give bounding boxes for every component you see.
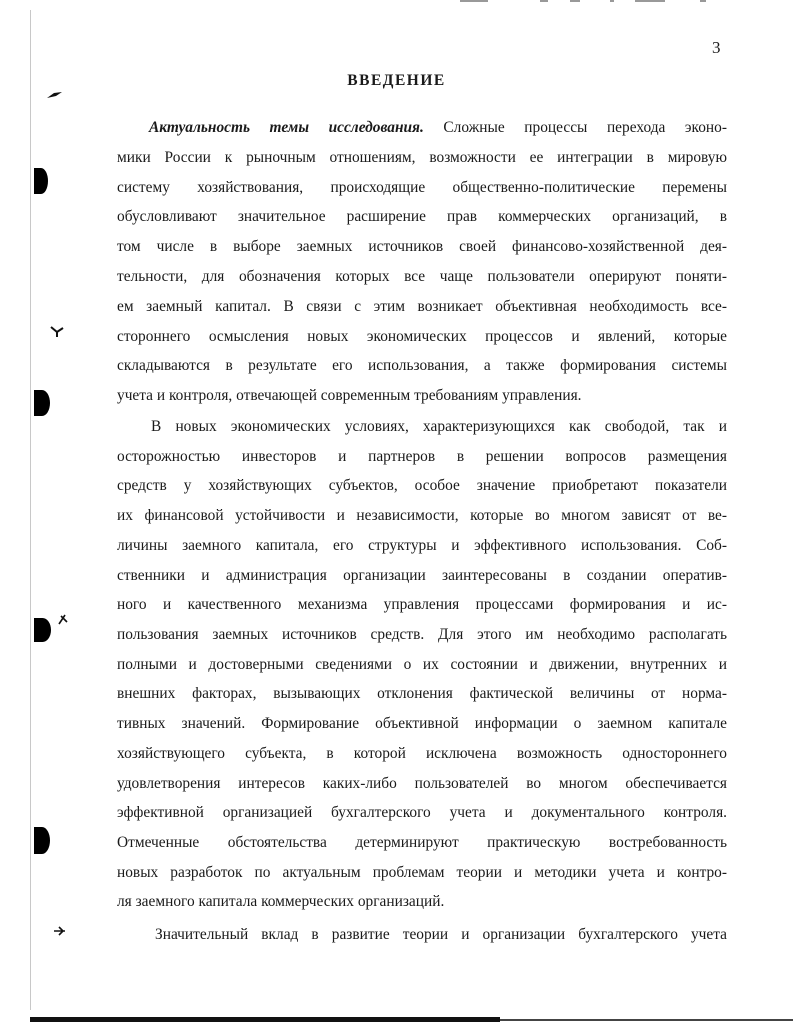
text-line: ем заемный капитал. В связи с этим возникает объективная необходимость все- [117, 298, 727, 315]
scan-bottom-border-thin [500, 1019, 793, 1021]
text-line: личины заемного капитала, его структуры и эффективного использования. Соб- [117, 537, 727, 554]
text-line: их финансовой устойчивости и независимости, которые во многом зависят от ве- [117, 507, 727, 524]
page-title: ВВЕДЕНИЕ [347, 72, 446, 89]
margin-speck-icon [57, 612, 69, 626]
margin-speck-icon [46, 90, 64, 102]
text-line: эффективной организацией бухгалтерского учета и документального контроля. [117, 804, 727, 821]
margin-speck-icon [50, 326, 64, 338]
text-line: пользования заемных источников средств. Для этого им необходимо располагать [117, 626, 727, 643]
text-line: хозяйствующего субъекта, в которой исключена возможность одностороннего [117, 745, 727, 762]
text-line: том числе в выборе заемных источников своей финансово-хозяйственной дея- [117, 238, 727, 255]
text-line: Отмеченные обстоятельства детерминируют практическую востребованность [117, 834, 727, 851]
text-line: ственники и администрация организации заинтересованы в создании оператив- [117, 567, 727, 584]
page-number: 3 [712, 38, 721, 57]
text-line: удовлетворения интересов каких-либо пользователей во многом обеспечивается [117, 775, 727, 792]
text-line: тивных значений. Формирование объективной информации о заемном капитале [117, 715, 727, 732]
punch-hole [34, 827, 50, 854]
text-line: складываются в результате его использования, а также формирования системы [117, 357, 727, 374]
punch-hole [34, 618, 51, 642]
text-line: полными и достоверными сведениями о их состоянии и движении, внутренних и [117, 656, 727, 673]
text-line: стороннего осмысления новых экономических процессов и явлений, которые [117, 328, 727, 345]
text-line: Актуальность темы исследования. Сложные процессы перехода эконо- [149, 119, 727, 136]
text-line: систему хозяйствования, происходящие общественно-политические перемены [117, 179, 727, 196]
text-line: Значительный вклад в развитие теории и организации бухгалтерского учета [155, 926, 727, 943]
text-line: обусловливают значительное расширение прав коммерческих организаций, в [117, 208, 727, 225]
scan-left-edge [30, 10, 31, 1010]
scan-bottom-border [30, 1017, 500, 1022]
text-line: мики России к рыночным отношениям, возможности ее интеграции в мировую [117, 149, 727, 166]
text-line: ля заемного капитала коммерческих организаций. [117, 893, 445, 910]
text-line: ного и качественного механизма управления процессами формирования и ис- [117, 596, 727, 613]
text-line: новых разработок по актуальным проблемам теории и методики учета и контро- [117, 864, 727, 881]
text-line: осторожностью инвесторов и партнеров в решении вопросов размещения [117, 448, 727, 465]
punch-hole [34, 390, 50, 416]
text-line: В новых экономических условиях, характеризующихся как свободой, так и [151, 418, 727, 435]
section-lead: Актуальность темы исследования. [149, 119, 424, 136]
text-line: тельности, для обозначения которых все чаще пользователи оперируют поняти- [117, 268, 727, 285]
text-line: внешних факторах, вызывающих отклонения фактической величины от норма- [117, 685, 727, 702]
text-line: средств у хозяйствующих субъектов, особое значение приобретают показатели [117, 477, 727, 494]
text-line: учета и контроля, отвечающей современным требованиям управления. [117, 387, 582, 404]
scan-top-marks [430, 0, 790, 4]
punch-hole [34, 168, 48, 194]
margin-speck-icon [53, 926, 67, 936]
